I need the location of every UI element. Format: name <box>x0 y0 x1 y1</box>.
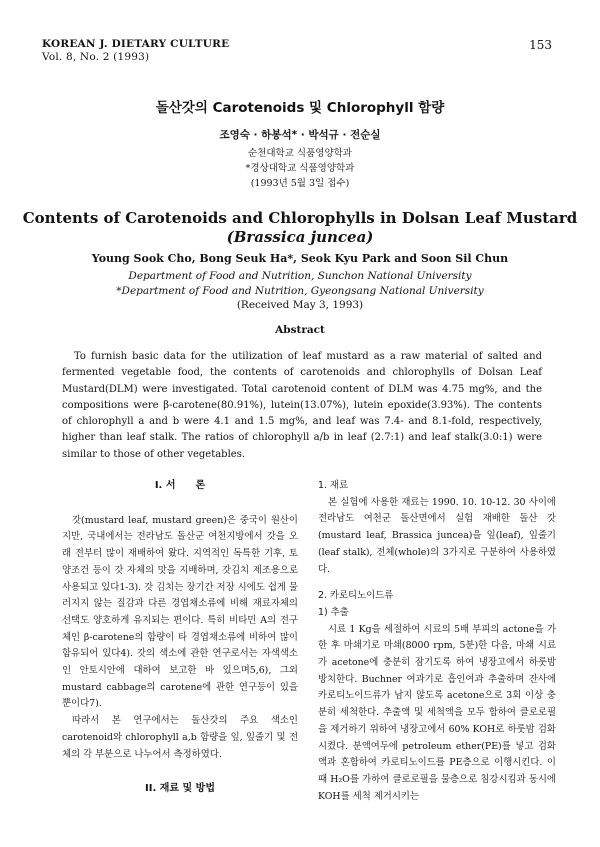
extraction-paragraph: 시료 1 Kg을 세절하여 시료의 5배 부피의 actone을 가한 후 마쇄기로 마쇄(8000 rpm, 5분)한 다음, 마쇄 시료가 acetone에 충분히 잠기도록 하여 냉장고에서 하룻밤 방치한다. Buchner 여과기로 흡인여과 추출하며 잔사에 카로티노이드류가 남지 않도록 acetone으로 3회 이상 충분히 세척한다. 추출액 및 세척액을 모두 합하여 클로로필을 제거하기 위하여 냉장고에서 60% KOH로 하룻밤 검화시켰다. 분액여두에 petroleum ether(PE)를 넣고 검화액과 혼합하여 카로티노이드를 PE층으로 이행시킨다. 이때 H₂O를 가하여 클로로필을 물층으로 침강시킴과 동시에 KOH를 세척 제거시키는 <box>318 623 556 802</box>
title-english <box>0 209 600 247</box>
materials-paragraph: 본 실험에 사용한 재료는 1990. 10. 10-12. 30 사이에 전라남도 여천군 돌산면에서 실험 재배한 돌산 갓(mustard leaf, Brassica juncea)을 잎(leaf), 잎줄기(leaf stalk), 전체(whole)의 3가지로 구분하여 사용하였다. <box>318 496 556 575</box>
journal-volume: Vol. 8, No. 2 (1993) <box>42 51 150 63</box>
section-methods-heading: II. 재료 및 방법 <box>145 783 215 795</box>
affiliations-english <box>0 269 600 313</box>
affiliation-en-2: *Department of Food and Nutrition, Gyeongsang National University <box>116 284 484 297</box>
affiliation-kr-2: *경상대학교 식품영양학과 <box>245 163 355 174</box>
page-number: 153 <box>529 38 552 52</box>
subsection-carotenoids-heading: 2. 카로티노이드류 <box>318 590 394 602</box>
section-introduction-heading: I. 서 론 <box>154 480 206 491</box>
title-korean: 돌산갓의 Carotenoids 및 Chlorophyll 함량 <box>155 100 445 116</box>
right-column <box>318 478 556 805</box>
authors-english: Young Sook Cho, Bong Seuk Ha*, Seok Kyu Park and Soon Sil Chun <box>91 252 509 265</box>
journal-header <box>42 38 229 64</box>
affiliation-kr-1: 순천대학교 식품영양학과 <box>248 148 352 159</box>
abstract-heading: Abstract <box>275 324 325 336</box>
introduction-paragraph-1: 갓(mustard leaf, mustard green)은 중국이 원산이지만, 국내에서는 전라남도 돌산군 여천지방에서 갓을 오래 전부터 많이 재배하여 왔다. 지역적인 독특한 기후, 토양조건 등이 갓 자체의 맛을 지배하며, 갓김치 제조용으로 사용되고 있다1-3). 갓 김치는 장기간 저장 시에도 쉽게 물러지지 않는 질감과 다른 경엽채소류에 비해 재료자체의 선택도 양호하게 유지되는 편이다. 특히 비타민 A의 전구체인 β-carotene의 함량이 타 경엽채소류에 비하여 많이 함유되어 있다4). 갓의 색소에 관한 연구로서는 자색색소인 안토시안에 대하여 보고한 바 있으며5,6), 그외 mustard cabbage의 carotene에 관한 연구등이 있을 뿐이다7). <box>62 514 298 710</box>
subsection-materials-heading: 1. 재료 <box>318 480 349 491</box>
received-date-kr: (1993년 5월 3일 접수) <box>250 178 350 189</box>
subsection-extraction-heading: 1) 추출 <box>318 606 349 618</box>
affiliation-en-1: Department of Food and Nutrition, Sunchon National University <box>128 270 472 282</box>
affiliations-korean <box>0 146 600 191</box>
title-english-line1: Contents of Carotenoids and Chlorophylls in Dolsan Leaf Mustard <box>22 209 578 227</box>
title-english-line2: (Brassica juncea) <box>226 228 374 246</box>
received-date-en: (Received May 3, 1993) <box>236 299 364 311</box>
abstract-text: To furnish basic data for the utilization of leaf mustard as a raw material of salted and fermented vegetable food, the contents of carotenoids and chlorophylls of Dolsan Leaf Mustard(DLM) were investigated. Total carotenoid content of DLM was 4.75 mg%, and the compositions were β-carotene(80.91%), lutein(13.07%), lutein epoxide(3.93%). The contents of chlorophyll a and b were 4.1 and 1.5 mg%, and leaf was 7.4- and 8.1-fold, respectively, higher than leaf stalk. The ratios of chlorophyll a/b in leaf (2.7:1) and leaf stalk(3.0:1) were similar to those of other vegetables. <box>62 351 542 460</box>
introduction-paragraph-2: 따라서 본 연구에서는 돌산갓의 주요 색소인 carotenoid와 chlorophyll a,b 함량을 잎, 잎줄기 및 전체의 각 부분으로 나누어서 측정하였다. <box>62 715 298 760</box>
authors-korean: 조영숙 · 하봉석* · 박석규 · 전순실 <box>219 129 381 141</box>
left-column <box>62 478 298 798</box>
journal-name: KOREAN J. DIETARY CULTURE <box>42 38 230 50</box>
